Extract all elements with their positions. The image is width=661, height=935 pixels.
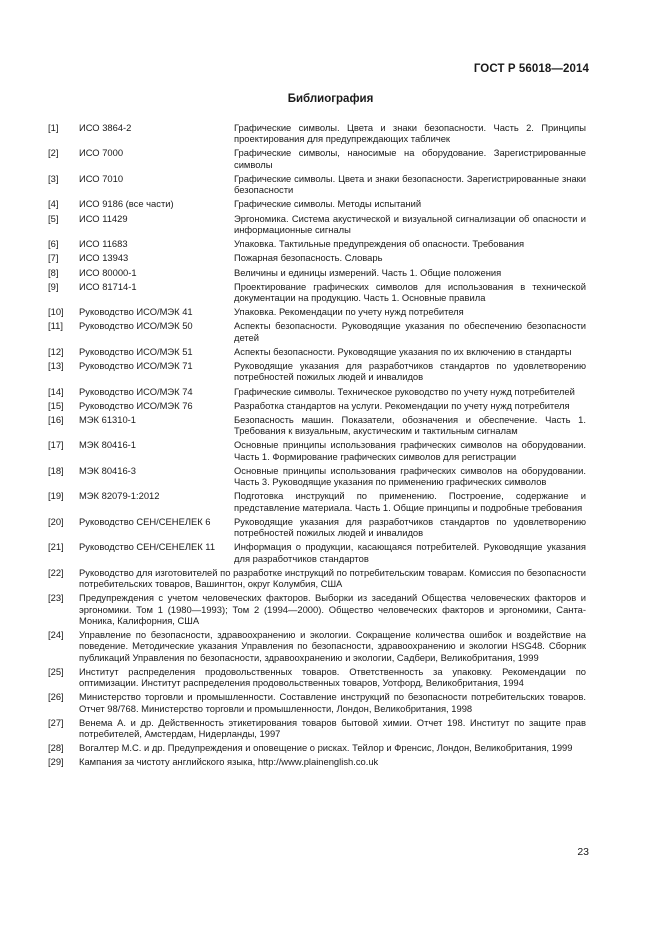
entry-code: Руководство ИСО/МЭК 41 — [79, 306, 193, 318]
entry-title: Графические символы, наносимые на оборудование. Зарегистрированные символы — [234, 147, 586, 170]
bibliography-entry — [48, 320, 586, 343]
entry-title: Институт распределения продовольственных товаров. Ответственность за упаковку. Рекомендации по оптимизации. Институт распределения продовольственных товаров, Уотфорд, Великобритания, 1994 — [79, 665, 586, 689]
entry-code: ИСО 3864-2 — [79, 122, 132, 133]
entry-title: Графические символы. Цвета и знаки безопасности. Часть 2. Принципы проектирования для предупреждающих табличек — [234, 122, 586, 145]
entry-number: [12] — [48, 345, 64, 357]
entry-title: Графические символы. Методы испытаний — [234, 198, 422, 210]
bibliography-entry — [48, 629, 586, 663]
entry-title: Разработка стандартов на услуги. Рекомендации по учету нужд потребителя — [234, 399, 570, 411]
bibliography-entry — [48, 414, 586, 437]
entry-code: МЭК 82079-1:2012 — [79, 490, 160, 502]
entry-number: [27] — [48, 716, 64, 728]
entry-title: Аспекты безопасности. Руководящие указания по обеспечению безопасности детей — [234, 320, 586, 343]
bibliography-entry — [48, 267, 586, 278]
bibliography-entry — [48, 147, 586, 170]
bibliography-entry — [48, 592, 586, 626]
entry-title: Венема А. и др. Действенность этикетирования товаров бытовой химии. Отчет 198. Институт по защите прав потребителей, Амстердам, Нидерланды, 1997 — [79, 716, 586, 740]
entry-title: Информация о продукции, касающаяся потребителей. Руководящие указания для разработчиков стандартов — [234, 541, 586, 564]
entry-title: Пожарная безопасность. Словарь — [234, 252, 383, 264]
bibliography-entry — [48, 742, 586, 753]
entry-code: Руководство СЕН/СЕНЕЛЕК 11 — [79, 541, 216, 553]
entry-code: ИСО 7010 — [79, 172, 124, 184]
entry-number: [23] — [48, 592, 64, 604]
entry-number: [17] — [48, 439, 64, 451]
entry-number: [6] — [48, 238, 59, 250]
entry-title: Упаковка. Тактильные предупреждения об опасности. Требования — [234, 238, 525, 250]
entry-code: МЭК 80416-1 — [79, 439, 137, 451]
bibliography-entry — [48, 490, 586, 513]
bibliography-entry — [48, 122, 586, 145]
entry-code: МЭК 80416-3 — [79, 464, 137, 476]
bibliography-entry — [48, 439, 586, 462]
standard-code: ГОСТ Р 56018—2014 — [473, 63, 589, 75]
entry-code: ИСО 81714-1 — [79, 280, 137, 292]
entry-code: ИСО 80000-1 — [79, 266, 137, 278]
entry-title: Предупреждения с учетом человеческих факторов. Выборки из заседаний Общества человеческих факторов и эргономики. Том 1 (1980—1993); Том 2 (1994—2000). Общество человеческих факторов и эргономики, Санта-Моника, Калифорния, США — [79, 592, 586, 626]
entry-code: ИСО 13943 — [79, 252, 129, 264]
bibliography-entry — [48, 360, 586, 383]
entry-number: [5] — [48, 212, 59, 224]
bibliography-entry — [48, 516, 586, 539]
entry-code: МЭК 61310-1 — [79, 413, 137, 425]
entry-number: [9] — [48, 280, 59, 292]
entry-title: Кампания за чистоту английского языка, http://www.plainenglish.co.uk — [79, 756, 379, 768]
entry-title: Безопасность машин. Показатели, обозначения и обеспечение. Часть 1. Требования к визуальным, акустическим и тактильным сигналам — [234, 413, 586, 437]
entry-title: Руководящие указания для разработчиков стандартов по удовлетворению потребностей пожилых людей и инвалидов — [234, 515, 586, 539]
entry-number: [16] — [48, 413, 64, 425]
entry-title: Аспекты безопасности. Руководящие указания по их включению в стандарты — [234, 345, 572, 357]
section-title: Библиография — [287, 93, 374, 105]
entry-title: Руководство для изготовителей по разработке инструкций по потребительским товарам. Комиссия по безопасности потребительских товаров, Вашингтон, округ Колумбия, США — [79, 566, 586, 590]
entry-title: Основные принципы использования графических символов на оборудовании. Часть 1. Формирование графических символов для регистрации — [234, 439, 586, 462]
bibliography-list — [48, 122, 586, 771]
bibliography-entry — [48, 717, 586, 740]
entry-number: [11] — [48, 320, 63, 332]
entry-title: Проектирование графических символов для использования в технической документации на продукцию. Часть 1. Основные правила — [234, 280, 586, 303]
entry-title: Графические символы. Техническое руководство по учету нужд потребителей — [234, 385, 575, 397]
entry-title: Министерство торговли и промышленности. Составление инструкций по безопасности потребительских товаров. Отчет 98/768. Министерство торговли и промышленности, Лондон, Великобритания, 1998 — [79, 691, 586, 714]
entry-number: [13] — [48, 360, 64, 372]
entry-code: Руководство СЕН/СЕНЕЛЕК 6 — [79, 515, 211, 527]
entry-title: Величины и единицы измерений. Часть 1. Общие положения — [234, 266, 502, 278]
entry-number: [21] — [48, 541, 64, 553]
page-number: 23 — [577, 846, 589, 858]
entry-number: [14] — [48, 385, 64, 397]
bibliography-entry — [48, 213, 586, 236]
entry-code: ИСО 7000 — [79, 147, 124, 159]
entry-title: Подготовка инструкций по применению. Построение, содержание и представление материала. Часть 1. Общие принципы и подробные требования — [234, 490, 586, 513]
entry-number: [28] — [48, 742, 64, 754]
entry-title: Эргономика. Система акустической и визуальной сигнализации об опасности и информационные сигналы — [234, 212, 586, 235]
entry-number: [22] — [48, 566, 64, 578]
entry-number: [3] — [48, 172, 59, 184]
bibliography-entry — [48, 541, 586, 564]
bibliography-entry — [48, 666, 586, 689]
entry-number: [26] — [48, 691, 64, 703]
entry-title: Графические символы. Цвета и знаки безопасности. Зарегистрированные знаки безопасности — [234, 172, 586, 196]
bibliography-entry — [48, 386, 586, 397]
entry-number: [7] — [48, 252, 59, 264]
bibliography-entry — [48, 691, 586, 714]
entry-number: [24] — [48, 629, 64, 641]
bibliography-entry — [48, 306, 586, 317]
bibliography-entry — [48, 756, 586, 767]
bibliography-entry — [48, 567, 586, 590]
entry-number: [15] — [48, 399, 64, 411]
bibliography-entry — [48, 465, 586, 488]
entry-title: Вогалтер М.С. и др. Предупреждения и оповещение о рисках. Тейлор и Френсис, Лондон, Великобритания, 1999 — [79, 742, 573, 754]
entry-number: [10] — [48, 306, 64, 318]
bibliography-entry — [48, 198, 586, 209]
entry-code: ИСО 11683 — [79, 238, 128, 250]
entry-number: [19] — [48, 490, 64, 502]
entry-number: [8] — [48, 266, 59, 278]
entry-title: Упаковка. Рекомендации по учету нужд потребителя — [234, 306, 464, 318]
entry-number: [29] — [48, 756, 64, 768]
bibliography-entry — [48, 346, 586, 357]
bibliography-entry — [48, 252, 586, 263]
entry-code: Руководство ИСО/МЭК 51 — [79, 345, 193, 357]
entry-title: Основные принципы использования графических символов на оборудовании. Часть 3. Руководящие указания по применению графических символов — [234, 464, 586, 488]
entry-number: [1] — [48, 122, 59, 133]
literature-entries — [48, 567, 586, 768]
entry-code: Руководство ИСО/МЭК 71 — [79, 360, 193, 372]
bibliography-entry — [48, 400, 586, 411]
entry-code: Руководство ИСО/МЭК 76 — [79, 399, 193, 411]
bibliography-entry — [48, 173, 586, 196]
standard-entries — [48, 122, 586, 564]
entry-title: Управление по безопасности, здравоохранению и экологии. Сокращение количества ошибок и воздействие на поведение. Методические указания Управления по безопасности, здравоохранению и экологии HSG48. Сборник публикаций Управления по безопасности, здравоохранению и экологии, Садбери, Великобритания, 1999 — [79, 629, 586, 663]
entry-code: ИСО 9186 (все части) — [79, 198, 174, 210]
bibliography-entry — [48, 281, 586, 304]
entry-number: [18] — [48, 464, 64, 476]
bibliography-entry — [48, 238, 586, 249]
entry-title: Руководящие указания для разработчиков стандартов по удовлетворению потребностей пожилых людей и инвалидов — [234, 360, 586, 383]
entry-code: Руководство ИСО/МЭК 50 — [79, 320, 193, 332]
entry-code: Руководство ИСО/МЭК 74 — [79, 385, 193, 397]
entry-number: [20] — [48, 515, 64, 527]
entry-number: [4] — [48, 198, 59, 210]
entry-code: ИСО 11429 — [79, 212, 128, 224]
entry-number: [25] — [48, 665, 64, 677]
entry-number: [2] — [48, 147, 59, 159]
